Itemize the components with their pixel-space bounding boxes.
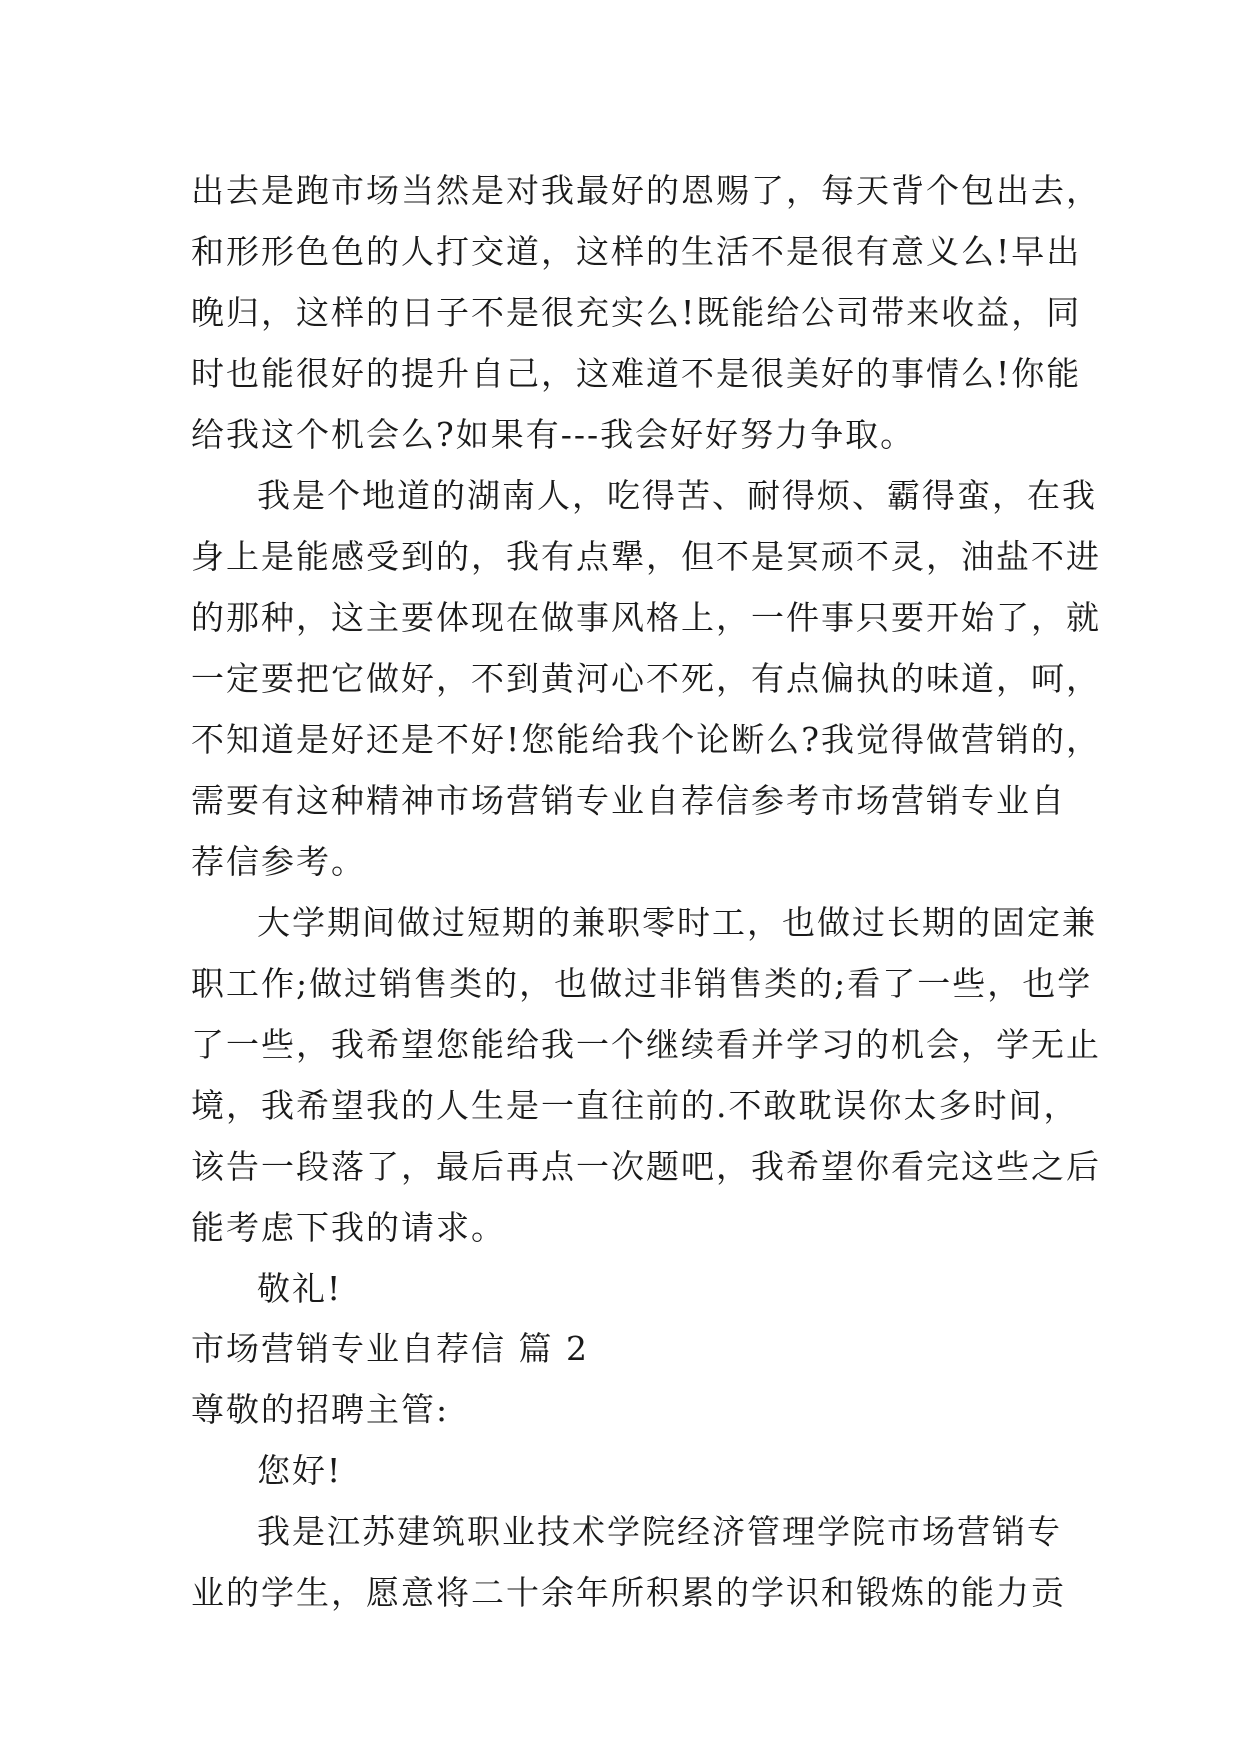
- text-line: 荐信参考。: [191, 842, 366, 881]
- closing-text: 敬礼!: [257, 1269, 343, 1308]
- text-line: 大学期间做过短期的兼职零时工，也做过长期的固定兼: [257, 903, 1097, 942]
- paragraph-4: [191, 1501, 1071, 1623]
- text-line: 出去是跑市场当然是对我最好的恩赐了，每天背个包出去，: [191, 171, 1101, 210]
- greeting-text: 您好!: [257, 1451, 343, 1490]
- text-line: 一定要把它做好，不到黄河心不死，有点偏执的味道，呵，: [191, 659, 1101, 698]
- text-line: 需要有这种精神市场营销专业自荐信参考市场营销专业自: [191, 781, 1066, 820]
- section-title: 市场营销专业自荐信 篇 2: [191, 1329, 589, 1368]
- closing-line: [191, 1258, 1071, 1319]
- document-page: [191, 160, 1101, 1623]
- text-line: 业的学生，愿意将二十余年所积累的学识和锻炼的能力贡: [191, 1573, 1066, 1612]
- greeting: [191, 1440, 1071, 1501]
- salutation: [191, 1379, 1071, 1440]
- text-line: 境，我希望我的人生是一直往前的.不敢耽误你太多时间，: [191, 1086, 1079, 1125]
- paragraph-3: [191, 892, 1101, 1258]
- text-line: 身上是能感受到的，我有点犟，但不是冥顽不灵，油盐不进: [191, 537, 1101, 576]
- text-line: 和形形色色的人打交道，这样的生活不是很有意义么!早出: [191, 232, 1082, 271]
- paragraph-2: [191, 465, 1101, 892]
- text-line: 职工作;做过销售类的，也做过非销售类的;看了一些，也学: [191, 964, 1093, 1003]
- text-line: 给我这个机会么?如果有---我会好好努力争取。: [191, 415, 916, 454]
- paragraph-1: [191, 160, 1101, 465]
- text-line: 我是江苏建筑职业技术学院经济管理学院市场营销专: [257, 1512, 1062, 1551]
- salutation-text: 尊敬的招聘主管:: [191, 1390, 450, 1429]
- text-line: 能考虑下我的请求。: [191, 1208, 506, 1247]
- text-line: 我是个地道的湖南人，吃得苦、耐得烦、霸得蛮，在我: [257, 476, 1097, 515]
- text-line: 的那种，这主要体现在做事风格上，一件事只要开始了，就: [191, 598, 1101, 637]
- text-line: 该告一段落了，最后再点一次题吧，我希望你看完这些之后: [191, 1147, 1101, 1186]
- text-line: 了一些，我希望您能给我一个继续看并学习的机会，学无止: [191, 1025, 1101, 1064]
- text-line: 时也能很好的提升自己，这难道不是很美好的事情么!你能: [191, 354, 1082, 393]
- text-line: 不知道是好还是不好!您能给我个论断么?我觉得做营销的，: [191, 720, 1101, 759]
- text-line: 晚归，这样的日子不是很充实么!既能给公司带来收益，同: [191, 293, 1082, 332]
